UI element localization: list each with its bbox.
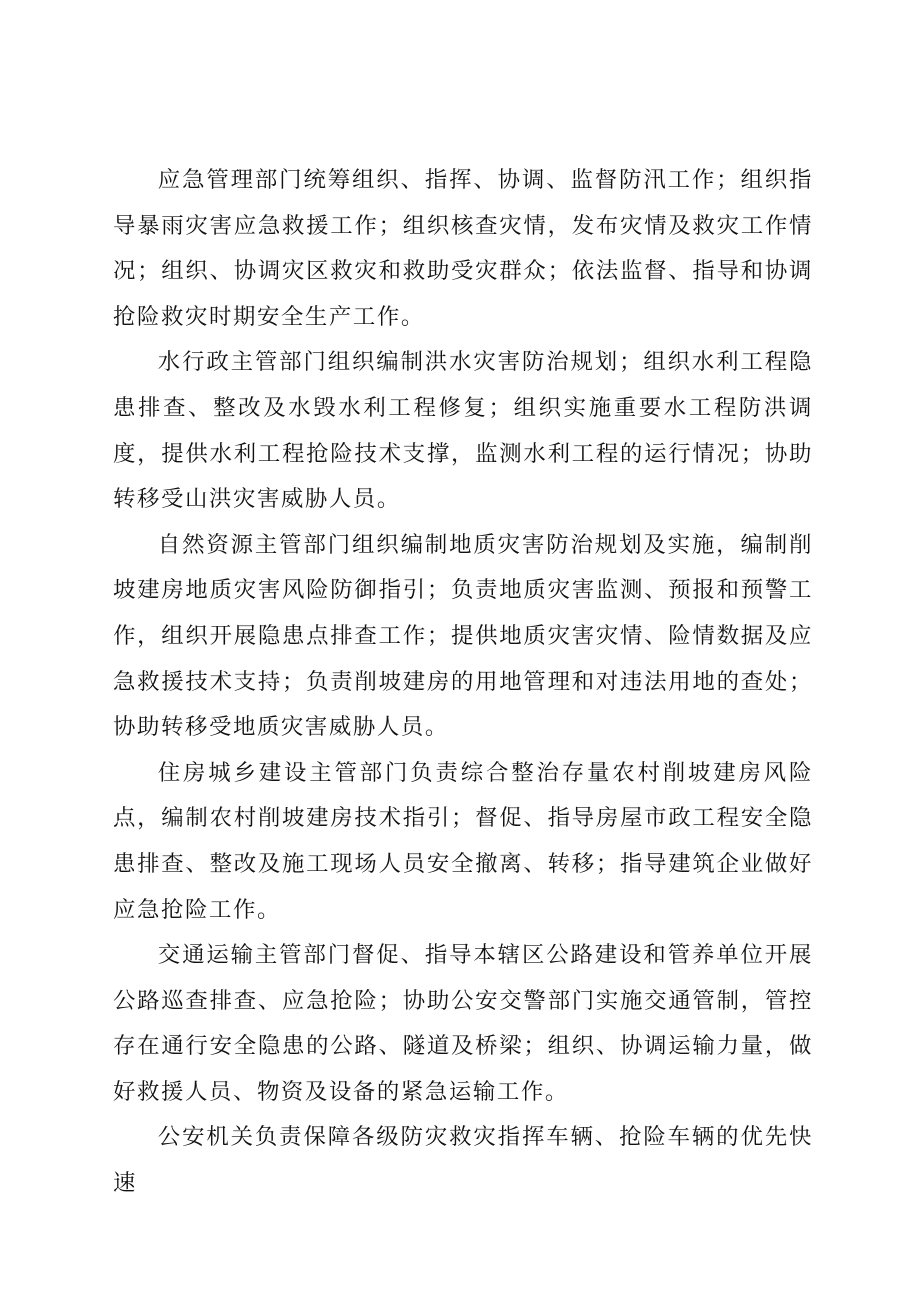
document-body — [113, 158, 813, 1207]
paragraph-emergency-management: 应急管理部门统筹组织、指挥、协调、监督防汛工作；组织指导暴雨灾害应急救援工作；组织核查灾情，发布灾情及救灾工作情况；组织、协调灾区救灾和救助受灾群众；依法监督、指导和协调抢险救灾时期安全生产工作。 — [113, 167, 813, 330]
paragraph-public-security: 公安机关负责保障各级防灾救灾指挥车辆、抢险车辆的优先快速 — [113, 1124, 813, 1197]
paragraph-water-administration: 水行政主管部门组织编制洪水灾害防治规划；组织水利工程隐患排查、整改及水毁水利工程修复；组织实施重要水工程防洪调度，提供水利工程抢险技术支撑，监测水利工程的运行情况；协助转移受山洪灾害威胁人员。 — [113, 349, 813, 513]
paragraph-transportation: 交通运输主管部门督促、指导本辖区公路建设和管养单位开展公路巡查排查、应急抢险；协助公安交警部门实施交通管制，管控存在通行安全隐患的公路、隧道及桥梁；组织、协调运输力量，做好救援人员、物资及设备的紧急运输工作。 — [113, 942, 813, 1105]
paragraph-natural-resources: 自然资源主管部门组织编制地质灾害防治规划及实施，编制削坡建房地质灾害风险防御指引；负责地质灾害监测、预报和预警工作，组织开展隐患点排查工作；提供地质灾害灾情、险情数据及应急救援技术支持；负责削坡建房的用地管理和对违法用地的查处；协助转移受地质灾害威胁人员。 — [113, 531, 813, 741]
paragraph-housing-construction: 住房城乡建设主管部门负责综合整治存量农村削坡建房风险点，编制农村削坡建房技术指引；督促、指导房屋市政工程安全隐患排查、整改及施工现场人员安全撤离、转移；指导建筑企业做好应急抢险工作。 — [113, 759, 813, 923]
